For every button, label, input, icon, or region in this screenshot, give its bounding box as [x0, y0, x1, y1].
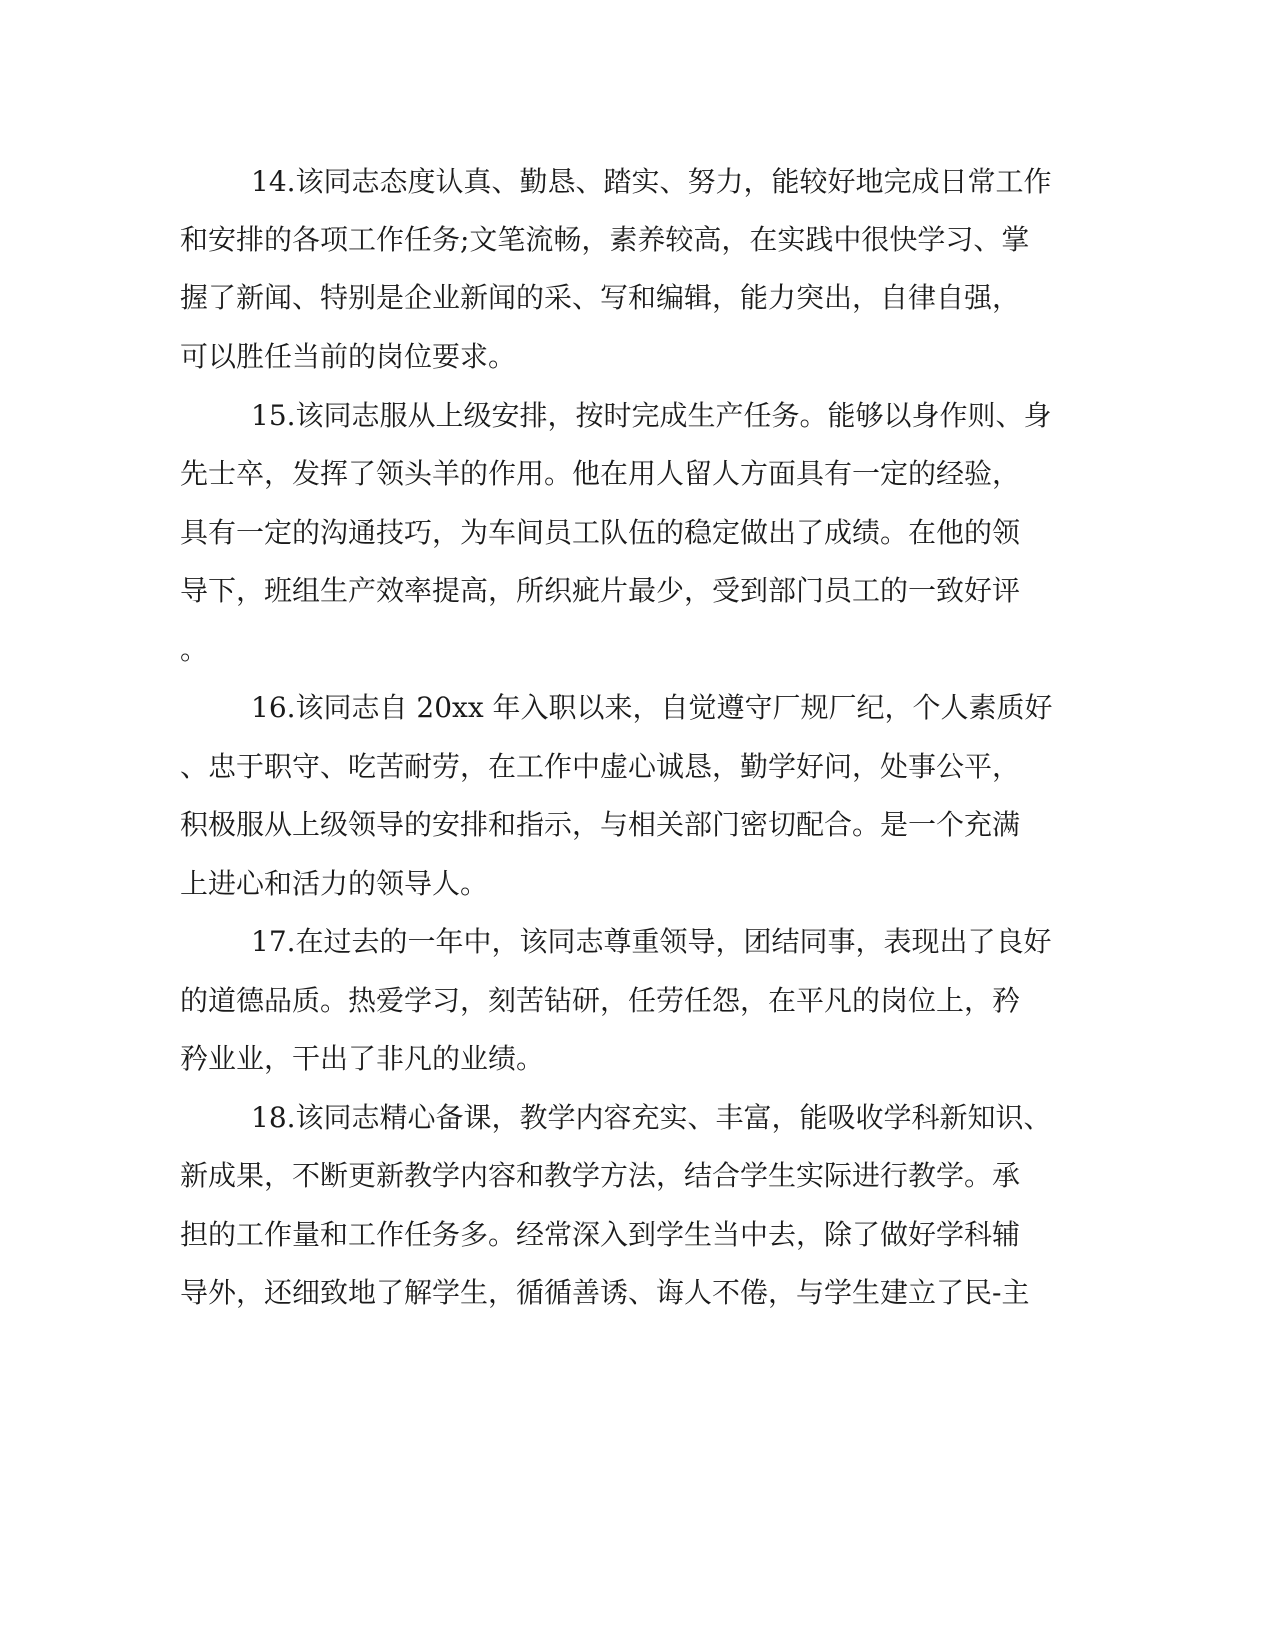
paragraph-16-line-2: 、忠于职守、吃苦耐劳，在工作中虚心诚恳，勤学好问，处事公平，	[180, 750, 1021, 783]
paragraph-14-line-1: 14.该同志态度认真、勤恳、踏实、努力，能较好地完成日常工作	[251, 165, 1052, 198]
paragraph-17-line-1: 17.在过去的一年中，该同志尊重领导，团结同事，表现出了良好	[251, 925, 1052, 958]
paragraph-15-line-4: 导下，班组生产效率提高，所织疵片最少，受到部门员工的一致好评	[180, 574, 1021, 607]
paragraph-16-line-1: 16.该同志自 20xx 年入职以来，自觉遵守厂规厂纪，个人素质好	[251, 691, 1053, 724]
paragraph-18-line-1: 18.该同志精心备课，教学内容充实、丰富，能吸收学科新知识、	[251, 1101, 1052, 1134]
paragraph-18-line-3: 担的工作量和工作任务多。经常深入到学生当中去，除了做好学科辅	[180, 1218, 1021, 1251]
paragraph-16-line-3: 积极服从上级领导的安排和指示，与相关部门密切配合。是一个充满	[180, 808, 1021, 841]
paragraph-14-line-3: 握了新闻、特别是企业新闻的采、写和编辑，能力突出，自律自强，	[180, 281, 1021, 314]
paragraph-17-line-2: 的道德品质。热爱学习，刻苦钻研，任劳任怨，在平凡的岗位上，矜	[180, 984, 1021, 1017]
paragraph-15-line-3: 具有一定的沟通技巧，为车间员工队伍的稳定做出了成绩。在他的领	[180, 516, 1021, 549]
paragraph-14-line-2: 和安排的各项工作任务;文笔流畅，素养较高，在实践中很快学习、掌	[180, 223, 1030, 256]
paragraph-15-line-5: 。	[180, 633, 209, 666]
paragraph-15-line-1: 15.该同志服从上级安排，按时完成生产任务。能够以身作则、身	[251, 399, 1052, 432]
paragraph-18-line-2: 新成果，不断更新教学内容和教学方法，结合学生实际进行教学。承	[180, 1159, 1021, 1192]
paragraph-16-line-4: 上进心和活力的领导人。	[180, 867, 489, 900]
paragraph-15-line-2: 先士卒，发挥了领头羊的作用。他在用人留人方面具有一定的经验，	[180, 457, 1021, 490]
paragraph-17-line-3: 矜业业，干出了非凡的业绩。	[180, 1042, 545, 1075]
paragraph-14-line-4: 可以胜任当前的岗位要求。	[180, 340, 517, 373]
paragraph-18-line-4: 导外，还细致地了解学生，循循善诱、诲人不倦，与学生建立了民-主	[180, 1276, 1030, 1309]
